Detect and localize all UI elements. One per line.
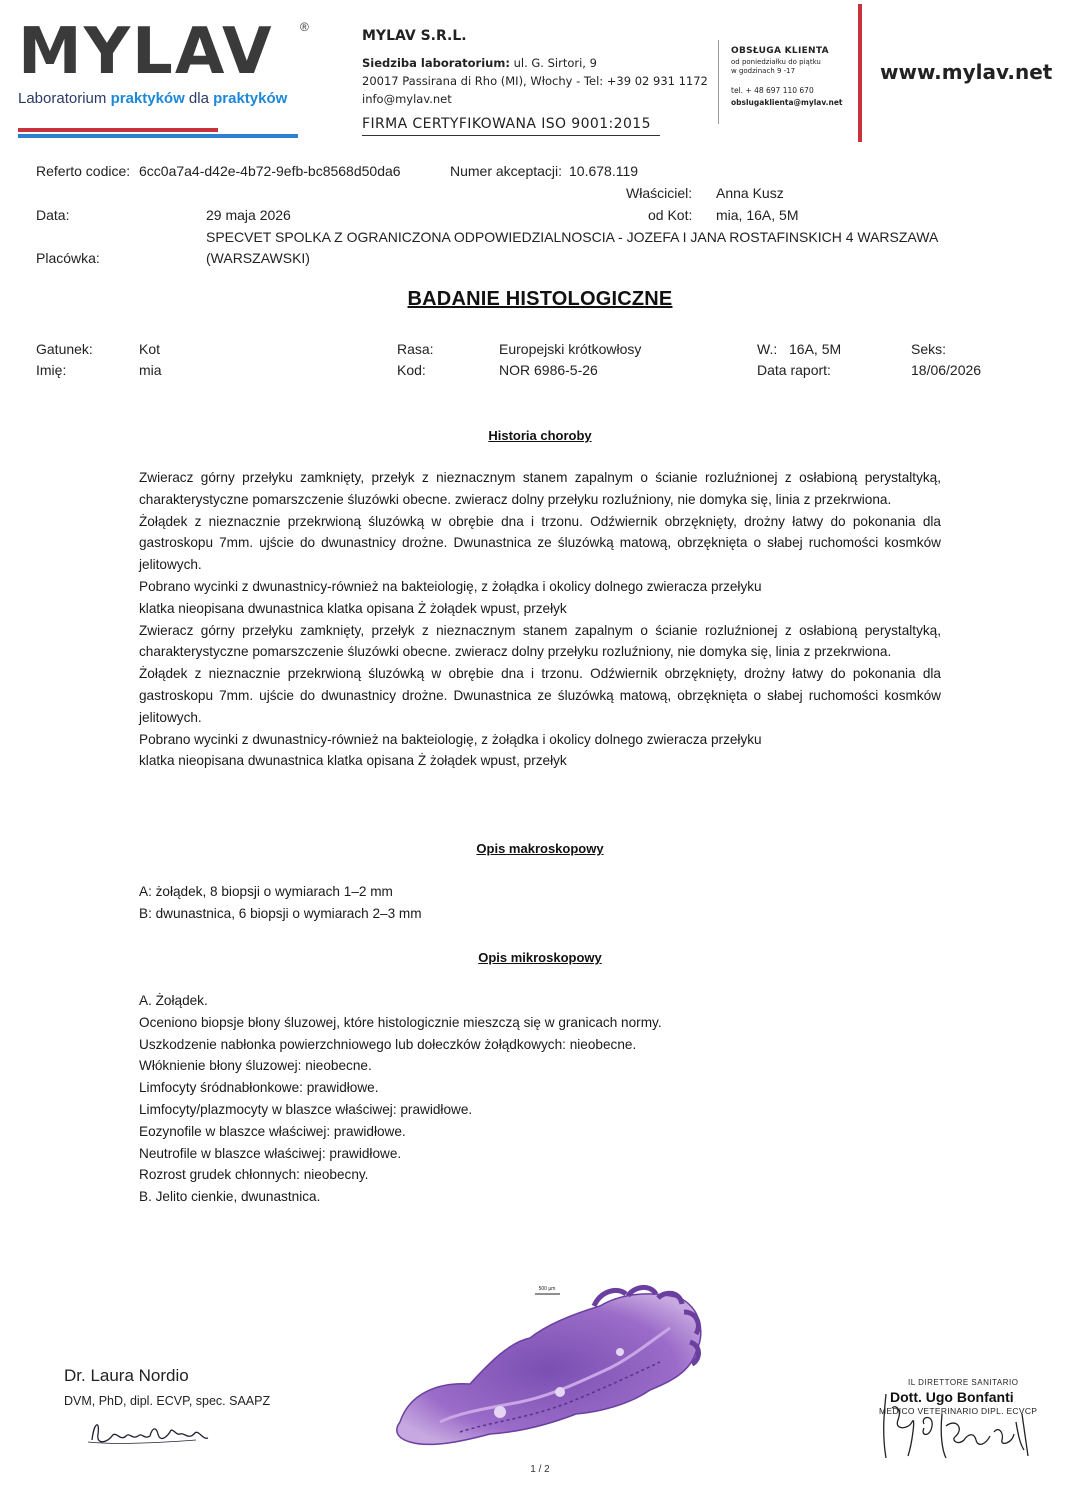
species-label: Gatunek: — [36, 341, 93, 357]
owner-label: Właściciel: — [626, 185, 693, 201]
director-role: IL DIRETTORE SANITARIO — [908, 1378, 1019, 1387]
pathologist-name: Dr. Laura Nordio — [64, 1366, 189, 1385]
report-date-value: 18/06/2026 — [911, 362, 982, 378]
animal-label: od Kot: — [648, 207, 693, 223]
macro-line: A: żołądek, 8 biopsji o wymiarach 1–2 mm — [139, 884, 393, 899]
company-info — [362, 28, 722, 132]
logo-registered-mark: ® — [300, 20, 309, 34]
histology-image — [380, 1272, 740, 1464]
history-paragraph: Żołądek z nieznacznie przekrwioną śluzówką w obrębie dna i trzonu. Odźwiernik obrzęknięty, drożny łatwy do pokonania dla gastroskopu 7mm. ujście do dwunastnicy drożne. Dwunastnica ze śluzówką matową, obrzęknięta o słabej ruchomości kosmków jelitowych. — [139, 666, 941, 725]
customer-service-title: OBSŁUGA KLIENTA — [731, 46, 829, 56]
report-title: BADANIE HISTOLOGICZNE — [407, 288, 673, 310]
header-red-divider — [858, 4, 862, 142]
micro-body — [139, 990, 939, 1208]
clinic-value-line-1: SPECVET SPOLKA Z OGRANICZONA ODPOWIEDZIALNOSCIA - JOZEFA I JANA ROSTAFINSKICH 4 WARSZAWA — [206, 229, 939, 245]
header-divider — [718, 40, 719, 124]
age-value: 16A, 5M — [789, 341, 842, 357]
history-heading: Historia choroby — [488, 428, 592, 443]
logo-red-stripe — [18, 128, 218, 132]
history-body — [139, 467, 941, 772]
website-url: www.mylav.net — [880, 60, 1053, 84]
micro-line: Uszkodzenie nabłonka powierzchniowego lub dołeczków żołądkowych: nieobecne. — [139, 1036, 637, 1052]
clinic-value-line-2: (WARSZAWSKI) — [206, 250, 310, 266]
macro-body — [139, 881, 939, 925]
company-email: info@mylav.net — [362, 92, 452, 106]
micro-line: A. Żołądek. — [139, 993, 208, 1008]
customer-service-email: obslugaklienta@mylav.net — [731, 98, 843, 107]
sex-label: Seks: — [911, 341, 947, 357]
acceptance-number-value: 10.678.119 — [569, 163, 639, 179]
micro-heading: Opis mikroskopowy — [478, 950, 602, 965]
species-value: Kot — [139, 341, 161, 357]
history-paragraph: Zwieracz górny przełyku zamknięty, przełyk z nieznacznym stanem zapalnym o ścianie rozluźnionej z osłabioną perystaltyką, charakterystyczne pomarszczenie śluzówki obecne. zwieracz dolny przełyku rozluźniony, nie domyka się, linia z przekrwiona. — [139, 622, 941, 660]
history-paragraph: Pobrano wycinki z dwunastnicy-również na bakteiologię, z żołądka i okolicy dolnego zwieracza przełyku — [139, 731, 762, 747]
scale-bar-label: 500 µm — [538, 1286, 556, 1292]
animal-value: mia, 16A, 5M — [716, 207, 799, 223]
history-paragraph: klatka nieopisana dwunastnica klatka opisana Ż żołądek wpust, przełyk — [139, 600, 567, 616]
logo-tagline: Laboratorium praktyków dla praktyków — [18, 90, 288, 107]
micro-line: Limfocyty/plazmocyty w blaszce właściwej: prawidłowe. — [139, 1101, 473, 1117]
customer-service-phone: tel. + 48 697 110 670 — [731, 86, 814, 95]
date-value: 29 maja 2026 — [206, 207, 291, 223]
mylav-logo — [18, 15, 309, 140]
director-credentials: MEDICO VETERINARIO DIPL. ECVCP — [879, 1406, 1038, 1416]
macro-line: B: dwunastnica, 6 biopsji o wymiarach 2–3 mm — [139, 905, 422, 921]
breed-value: Europejski krótkowłosy — [499, 341, 642, 357]
page-number: 1 / 2 — [530, 1464, 550, 1475]
code-value: NOR 6986-5-26 — [499, 362, 598, 378]
customer-service-block — [731, 46, 859, 107]
code-label: Kod: — [397, 362, 426, 378]
acceptance-number-label: Numer akceptacji: — [450, 163, 563, 179]
date-label: Data: — [36, 207, 70, 223]
breed-label: Rasa: — [397, 341, 434, 357]
report-date-label: Data raport: — [757, 362, 831, 378]
macro-heading: Opis makroskopowy — [476, 841, 604, 856]
director-name: Dott. Ugo Bonfanti — [890, 1389, 1014, 1405]
pathologist-credentials: DVM, PhD, dipl. ECVP, spec. SAAPZ — [64, 1394, 271, 1408]
history-paragraph: Zwieracz górny przełyku zamknięty, przełyk z nieznacznym stanem zapalnym o ścianie rozluźnionej z osłabioną perystaltyką, charakterystyczne pomarszczenie śluzówki obecne. zwieracz dolny przełyku rozluźniony, nie domyka się, linia z przekrwiona. — [139, 470, 941, 507]
pathologist-signature — [86, 1412, 226, 1452]
micro-line: B. Jelito cienkie, dwunastnica. — [139, 1189, 321, 1205]
history-paragraph: klatka nieopisana dwunastnica klatka opisana Ż żołądek wpust, przełyk — [139, 753, 567, 769]
iso-certification: FIRMA CERTYFIKOWANA ISO 9001:2015 — [362, 116, 660, 136]
director-signature — [872, 1374, 1032, 1464]
logo-blue-stripe — [18, 134, 298, 138]
micro-line: Włóknienie błony śluzowej: nieobecne. — [139, 1058, 372, 1074]
history-paragraph: Żołądek z nieznacznie przekrwioną śluzówką w obrębie dna i trzonu. Odźwiernik obrzęknięty, drożny łatwy do pokonania dla gastroskopu 7mm. ujście do dwunastnicy drożne. Dwunastnica ze śluzówką matową, obrzęknięta o słabej ruchomości kosmków jelitowych. — [139, 513, 941, 573]
company-address: Siedziba laboratorium: ul. G. Sirtori, 9 20017 Passirana di Rho (MI), Włochy - Tel: +39 02 931 1172 info@mylav.net — [362, 54, 722, 108]
age-label: W.: — [757, 341, 778, 357]
company-name: MYLAV S.R.L. — [362, 28, 467, 44]
name-value: mia — [139, 362, 162, 378]
micro-line: Limfocyty śródnabłonkowe: prawidłowe. — [139, 1080, 379, 1096]
referto-code-label: Referto codice: — [36, 163, 131, 179]
clinic-label: Placówka: — [36, 250, 100, 266]
name-label: Imię: — [36, 362, 67, 378]
history-paragraph: Pobrano wycinki z dwunastnicy-również na bakteiologię, z żołądka i okolicy dolnego zwieracza przełyku — [139, 578, 762, 594]
micro-line: Oceniono biopsje błony śluzowej, które histologicznie mieszczą się w granicach normy. — [139, 1014, 662, 1030]
micro-line: Rozrost grudek chłonnych: nieobecny. — [139, 1167, 369, 1183]
micro-line: Eozynofile w blaszce właściwej: prawidłowe. — [139, 1123, 406, 1139]
owner-value: Anna Kusz — [716, 185, 784, 201]
logo-wordmark: MYLAV — [18, 15, 274, 89]
referto-code-value: 6cc0a7a4-d42e-4b72-9efb-bc8568d50da6 — [139, 163, 401, 179]
micro-line: Neutrofile w blaszce właściwej: prawidłowe. — [139, 1145, 402, 1161]
customer-service-hours: od poniedziałku do piątku w godzinach 9 -17 — [731, 58, 821, 75]
